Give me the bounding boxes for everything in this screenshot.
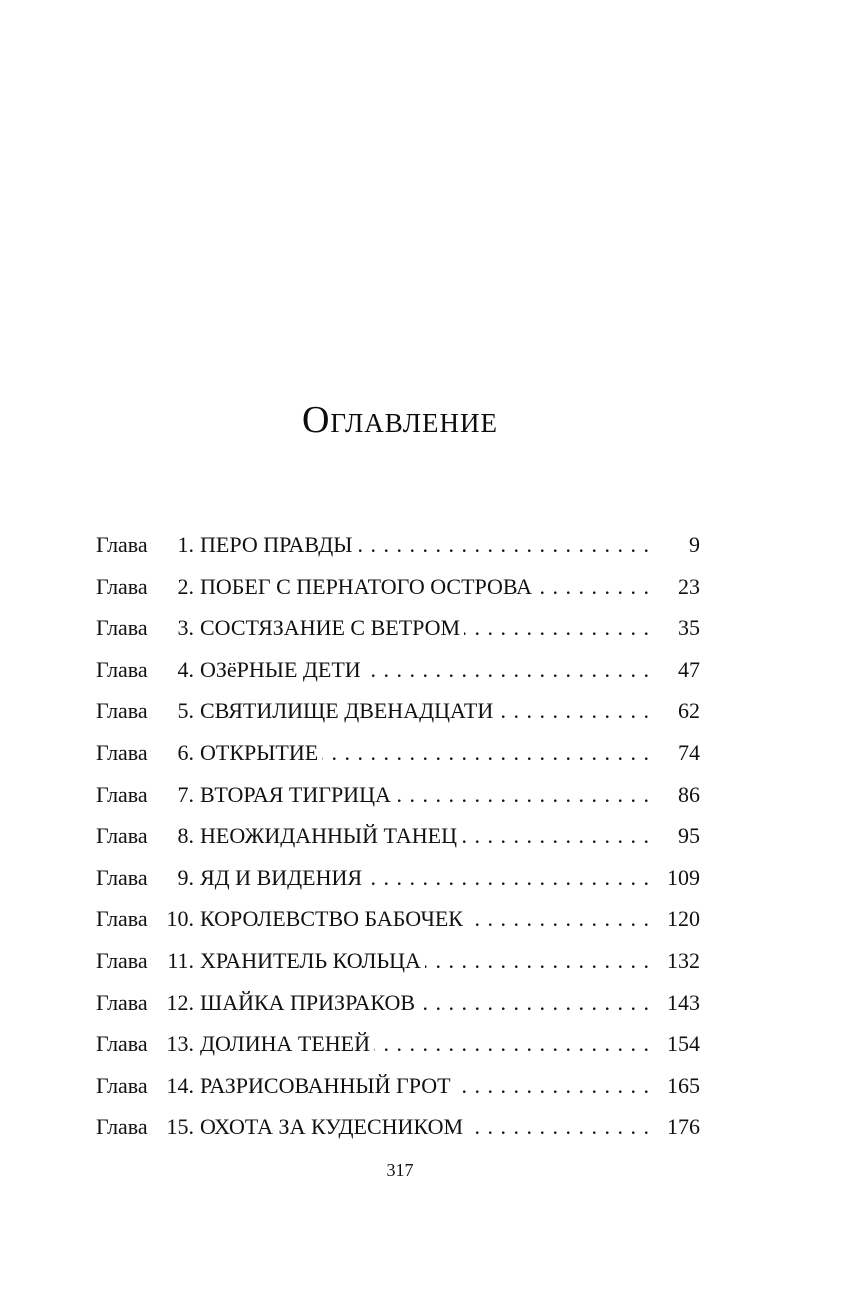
chapter-title: ПЕРО ПРАВДЫ bbox=[200, 532, 353, 557]
chapter-prefix: Глава bbox=[96, 1072, 148, 1098]
page-number: 86 bbox=[678, 781, 700, 807]
chapter-prefix: Глава bbox=[96, 656, 148, 682]
chapter-prefix: Глава bbox=[96, 906, 148, 932]
toc-entry bbox=[96, 940, 700, 982]
chapter-prefix: Глава bbox=[96, 739, 148, 765]
chapter-number: 4. bbox=[177, 656, 194, 682]
chapter-title: ДОЛИНА ТЕНЕЙ bbox=[200, 1031, 370, 1057]
chapter-number: 2. bbox=[177, 573, 194, 599]
dot-leader bbox=[365, 649, 650, 691]
chapter-title: ШАЙКА ПРИЗРАКОВ bbox=[200, 989, 416, 1015]
toc-entry bbox=[96, 815, 700, 857]
page-number: 95 bbox=[678, 823, 700, 849]
dot-leader bbox=[374, 1023, 650, 1065]
page-number: 74 bbox=[678, 739, 700, 765]
toc-entry bbox=[96, 857, 700, 899]
chapter-title: ВТОРАЯ ТИГРИЦА bbox=[200, 781, 391, 807]
page-number: 165 bbox=[667, 1072, 700, 1098]
dot-leader bbox=[356, 524, 650, 566]
chapter-title: ЯД И ВИДЕНИЯ bbox=[200, 864, 363, 890]
chapter-number: 7. bbox=[177, 781, 194, 807]
chapter-title: СВЯТИЛИЩЕ ДВЕНАДЦАТИ bbox=[200, 698, 494, 724]
chapter-prefix: Глава bbox=[96, 947, 148, 973]
page-number: 23 bbox=[678, 573, 700, 599]
toc-entry bbox=[96, 982, 700, 1024]
dot-leader bbox=[536, 566, 650, 608]
page-number: 143 bbox=[667, 989, 700, 1015]
chapter-number: 5. bbox=[177, 698, 194, 724]
chapter-number: 10. bbox=[166, 906, 194, 932]
chapter-number: 15. bbox=[166, 1114, 194, 1140]
dot-leader bbox=[322, 732, 650, 774]
chapter-title: НЕОЖИДАННЫЙ ТАНЕЦ bbox=[200, 823, 457, 849]
dot-leader bbox=[467, 1106, 650, 1148]
page-number: 47 bbox=[678, 656, 700, 682]
chapter-number: 11. bbox=[167, 947, 194, 973]
chapter-number: 13. bbox=[166, 1031, 194, 1057]
page-number: 120 bbox=[667, 906, 700, 932]
toc-entry bbox=[96, 774, 700, 816]
chapter-prefix: Глава bbox=[96, 1114, 148, 1140]
page-number: 9 bbox=[689, 532, 700, 557]
chapter-prefix: Глава bbox=[96, 615, 148, 641]
chapter-title: ПОБЕГ С ПЕРНАТОГО ОСТРОВА bbox=[200, 573, 533, 599]
dot-leader bbox=[467, 898, 650, 940]
chapter-number: 1. bbox=[177, 532, 194, 557]
dot-leader bbox=[366, 857, 650, 899]
chapter-prefix: Глава bbox=[96, 698, 148, 724]
page-folio-number: 317 bbox=[386, 1160, 414, 1180]
chapter-title: ОХОТА ЗА КУДЕСНИКОМ bbox=[200, 1114, 464, 1140]
toc-entry bbox=[96, 1065, 700, 1107]
dot-leader bbox=[464, 607, 650, 649]
toc-entry bbox=[96, 898, 700, 940]
dot-leader bbox=[419, 982, 650, 1024]
dot-leader bbox=[455, 1065, 650, 1107]
page-title: Оглавление bbox=[301, 399, 499, 441]
chapter-number: 3. bbox=[177, 615, 194, 641]
chapter-title: РАЗРИСОВАННЫЙ ГРОТ bbox=[200, 1072, 451, 1098]
toc-entry bbox=[96, 566, 700, 608]
toc-entry bbox=[96, 649, 700, 691]
toc-entry bbox=[96, 690, 700, 732]
chapter-title: ХРАНИТЕЛЬ КОЛЬЦА bbox=[200, 947, 421, 973]
chapter-prefix: Глава bbox=[96, 1031, 148, 1057]
toc-entry bbox=[96, 607, 700, 649]
page-number: 62 bbox=[678, 698, 700, 724]
chapter-number: 12. bbox=[166, 989, 194, 1015]
dot-leader bbox=[497, 690, 650, 732]
page-number: 35 bbox=[678, 615, 700, 641]
page-number: 176 bbox=[667, 1114, 700, 1140]
dot-leader bbox=[425, 940, 650, 982]
chapter-prefix: Глава bbox=[96, 864, 148, 890]
table-of-contents bbox=[96, 524, 700, 1148]
chapter-title: ОТКРЫТИЕ bbox=[200, 739, 319, 765]
toc-entry bbox=[96, 1106, 700, 1148]
chapter-prefix: Глава bbox=[96, 573, 148, 599]
toc-entry bbox=[96, 524, 700, 566]
chapter-number: 6. bbox=[177, 739, 194, 765]
chapter-prefix: Глава bbox=[96, 532, 148, 557]
dot-leader bbox=[461, 815, 650, 857]
chapter-title: ОЗёРНЫЕ ДЕТИ bbox=[200, 656, 361, 682]
chapter-prefix: Глава bbox=[96, 823, 148, 849]
page-number: 132 bbox=[667, 947, 700, 973]
chapter-number: 9. bbox=[177, 864, 194, 890]
page-number: 109 bbox=[667, 864, 700, 890]
chapter-title: СОСТЯЗАНИЕ С ВЕТРОМ bbox=[200, 615, 461, 641]
chapter-number: 14. bbox=[166, 1072, 194, 1098]
page-number: 154 bbox=[667, 1031, 700, 1057]
chapter-number: 8. bbox=[177, 823, 194, 849]
chapter-title: КОРОЛЕВСТВО БАБОЧЕК bbox=[200, 906, 463, 932]
dot-leader bbox=[395, 774, 650, 816]
chapter-prefix: Глава bbox=[96, 781, 148, 807]
toc-entry bbox=[96, 732, 700, 774]
toc-entry bbox=[96, 1023, 700, 1065]
chapter-prefix: Глава bbox=[96, 989, 148, 1015]
